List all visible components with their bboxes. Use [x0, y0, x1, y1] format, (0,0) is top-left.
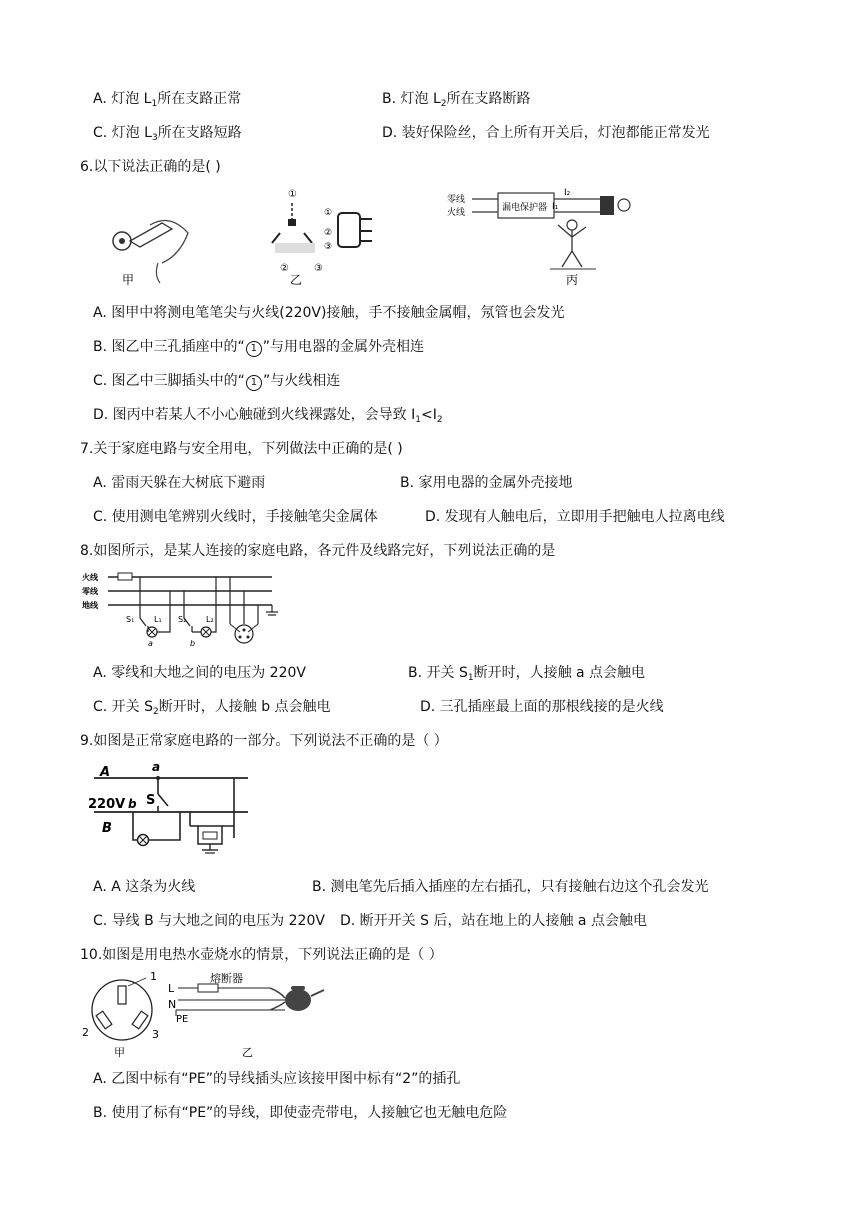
- q6-option-d: D. 图丙中若某人不小心触碰到火线裸露处，会导致 $I_1<I_2$: [93, 407, 443, 425]
- svg-text:①: ①: [288, 189, 297, 200]
- q7-stem: 7.关于家庭电路与安全用电，下列做法中正确的是( ): [80, 441, 403, 457]
- q6-option-c: C. 图乙中三脚插头中的“ 1 ”与火线相连: [93, 373, 341, 389]
- svg-text:火线: 火线: [82, 573, 98, 582]
- q8-option-c: C. 开关 $S_2$断开时，人接触 b 点会触电: [93, 699, 331, 717]
- q6-option-a: A. 图甲中将测电笔笔尖与火线(220V)接触，手不接触金属帽，氖管也会发光: [93, 305, 565, 321]
- svg-text:2: 2: [82, 1026, 89, 1039]
- q7-option-d: D. 发现有人触电后，立即用手把触电人拉离电线: [425, 509, 725, 525]
- q8-stem: 8.如图所示，是某人连接的家庭电路，各元件及线路完好，下列说法正确的是: [80, 543, 556, 559]
- q5-option-b: B. 灯泡 $L_2$所在支路断路: [382, 91, 531, 109]
- q9-stem: 9.如图是正常家庭电路的一部分。下列说法不正确的是（ ）: [80, 733, 448, 749]
- svg-text:I₂: I₂: [564, 188, 571, 198]
- q9-option-b: B. 测电笔先后插入插座的左右插孔，只有接触右边这个孔会发光: [312, 879, 709, 895]
- svg-text:乙: 乙: [242, 1046, 253, 1058]
- svg-text:b: b: [190, 639, 196, 648]
- svg-text:熔断器: 熔断器: [210, 972, 243, 985]
- q8-option-b: B. 开关 $S_1$断开时，人接触 a 点会触电: [408, 665, 646, 683]
- svg-text:零线: 零线: [82, 587, 98, 596]
- q6-option-b: B. 图乙中三孔插座中的“ 1 ”与用电器的金属外壳相连: [93, 339, 425, 355]
- q10-stem: 10.如图是用电热水壶烧水的情景，下列说法正确的是（ ）: [80, 947, 443, 963]
- q6-figure: [100, 183, 650, 288]
- svg-text:L₂: L₂: [206, 615, 214, 624]
- svg-text:漏电保护器: 漏电保护器: [502, 203, 548, 213]
- svg-text:B: B: [102, 821, 112, 836]
- svg-text:甲: 甲: [122, 273, 135, 287]
- svg-text:3: 3: [152, 1028, 159, 1041]
- svg-text:PE: PE: [176, 1014, 189, 1025]
- svg-text:N: N: [168, 998, 177, 1011]
- socket-plug-figure: [272, 189, 372, 287]
- svg-text:①: ①: [324, 208, 333, 218]
- q6-stem: 6.以下说法正确的是( ): [80, 159, 221, 175]
- svg-text:②: ②: [324, 228, 333, 238]
- svg-text:③: ③: [324, 242, 333, 252]
- q7-option-a: A. 雷雨天躲在大树底下避雨: [93, 475, 266, 491]
- q8-option-a: A. 零线和大地之间的电压为 220V: [93, 665, 306, 681]
- q9-circuit-figure: [88, 760, 268, 860]
- svg-text:S₁: S₁: [126, 615, 135, 624]
- q9-option-c: C. 导线 B 与大地之间的电压为 220V: [93, 913, 325, 929]
- svg-text:甲: 甲: [114, 1046, 125, 1058]
- test-pen-figure: [113, 221, 188, 288]
- q9-option-a: A. A 这条为火线: [93, 879, 196, 895]
- svg-text:丙: 丙: [566, 273, 579, 287]
- q9-option-d: D. 断开开关 S 后，站在地上的人接触 a 点会触电: [340, 913, 647, 929]
- svg-text:220V: 220V: [88, 797, 126, 812]
- q7-option-c: C. 使用测电笔辨别火线时，手接触笔尖金属体: [93, 509, 378, 525]
- svg-text:I₁: I₁: [552, 202, 559, 212]
- svg-text:③: ③: [314, 263, 323, 274]
- q10-option-a: A. 乙图中标有“PE”的导线插头应该接甲图中标有“2”的插孔: [93, 1071, 461, 1087]
- svg-text:地线: 地线: [82, 601, 98, 610]
- q10-option-b: B. 使用了标有“PE”的导线，即使壶壳带电，人接触它也无触电危险: [93, 1105, 508, 1121]
- svg-text:乙: 乙: [290, 273, 303, 287]
- q8-option-d: D. 三孔插座最上面的那根线接的是火线: [420, 699, 664, 715]
- svg-text:L: L: [168, 982, 175, 995]
- svg-text:S₂: S₂: [178, 615, 187, 624]
- svg-text:S: S: [146, 793, 156, 808]
- q10-figure: [80, 972, 330, 1058]
- q5-option-a: A. 灯泡 $L_1$所在支路正常: [93, 91, 242, 109]
- svg-text:零线: 零线: [447, 195, 466, 205]
- svg-text:L₁: L₁: [154, 615, 162, 624]
- svg-text:②: ②: [280, 263, 289, 274]
- svg-text:b: b: [128, 797, 137, 811]
- svg-text:火线: 火线: [447, 208, 466, 218]
- q7-option-b: B. 家用电器的金属外壳接地: [400, 475, 573, 491]
- kettle-circuit-figure: [168, 972, 324, 1058]
- svg-text:A: A: [100, 765, 111, 780]
- three-hole-socket-figure: [82, 972, 159, 1058]
- svg-text:1: 1: [150, 972, 157, 983]
- leakage-protector-figure: [447, 188, 630, 287]
- q8-circuit-figure: [82, 570, 282, 654]
- q5-option-d: D. 装好保险丝，合上所有开关后，灯泡都能正常发光: [382, 125, 710, 141]
- svg-text:a: a: [148, 639, 153, 648]
- svg-text:a: a: [152, 760, 161, 774]
- q5-option-c: C. 灯泡 $L_3$所在支路短路: [93, 125, 242, 143]
